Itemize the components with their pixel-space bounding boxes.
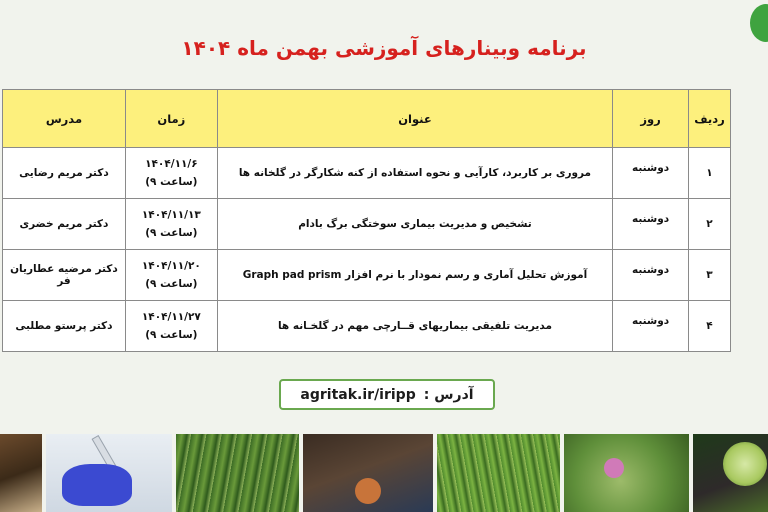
row-date: ۱۴۰۴/۱۱/۲۰ (141, 260, 201, 272)
row-title: آموزش تحلیل آماری و رسم نمودار با نرم افزار Graph pad prism (217, 250, 612, 301)
table-row (3, 301, 731, 352)
row-number: ۴ (689, 301, 731, 352)
row-hour: (ساعت ۹) (145, 278, 198, 290)
row-teacher: دکتر پرستو مطلبی (3, 301, 126, 352)
row-time (125, 148, 217, 199)
table-row (3, 199, 731, 250)
flower-icon (604, 458, 624, 478)
header-title: عنوان (217, 90, 612, 148)
row-date: ۱۴۰۴/۱۱/۶ (145, 158, 198, 170)
lab-glove-photo (46, 434, 173, 512)
address-label: آدرس : (423, 386, 474, 403)
field-sampling-photo (303, 434, 434, 512)
header-day: روز (613, 90, 689, 148)
lime-icon (723, 442, 767, 486)
row-title: مروری بر کاربرد، کارآیی و نحوه استفاده از کنه شکارگر در گلخانه ها (217, 148, 612, 199)
corn-leaves-photo (176, 434, 299, 512)
glove-icon (62, 464, 132, 506)
row-day: دوشنبه (613, 199, 689, 250)
row-number: ۳ (689, 250, 731, 301)
plant-flower-photo (564, 434, 689, 512)
row-number: ۱ (689, 148, 731, 199)
row-day: دوشنبه (613, 250, 689, 301)
wheat-field-photo (437, 434, 560, 512)
row-title: تشخیص و مدیریت بیماری سوختگی برگ بادام (217, 199, 612, 250)
row-date: ۱۴۰۴/۱۱/۱۳ (141, 209, 201, 221)
row-hour: (ساعت ۹) (145, 176, 198, 188)
citrus-photo (693, 434, 768, 512)
address-box (279, 379, 495, 410)
row-teacher: دکتر مرضیه عطاریان فر (3, 250, 126, 301)
row-teacher: دکتر مریم رضایی (3, 148, 126, 199)
table-row (3, 250, 731, 301)
soil-photo (0, 434, 42, 512)
row-time (125, 250, 217, 301)
table-row (3, 148, 731, 199)
table-header-row (3, 90, 731, 148)
row-day: دوشنبه (613, 148, 689, 199)
header-row-number: ردیف (689, 90, 731, 148)
header-teacher: مدرس (3, 90, 126, 148)
row-hour: (ساعت ۹) (145, 227, 198, 239)
page-title: برنامه وبینارهای آموزشی بهمن ماه ۱۴۰۴ (181, 36, 587, 60)
row-number: ۲ (689, 199, 731, 250)
webinar-schedule-table (2, 89, 731, 352)
row-time (125, 199, 217, 250)
address-link[interactable]: agritak.ir/iripp (300, 386, 416, 403)
row-date: ۱۴۰۴/۱۱/۲۷ (141, 311, 201, 323)
row-hour: (ساعت ۹) (145, 329, 198, 341)
row-time (125, 301, 217, 352)
header-time: زمان (125, 90, 217, 148)
row-day: دوشنبه (613, 301, 689, 352)
row-title: مدیریت تلفیقی بیماریهای قــارچی مهم در گلخـانه ها (217, 301, 612, 352)
photo-strip (0, 434, 768, 512)
fruit-icon (355, 478, 381, 504)
row-teacher: دکتر مریم خضری (3, 199, 126, 250)
